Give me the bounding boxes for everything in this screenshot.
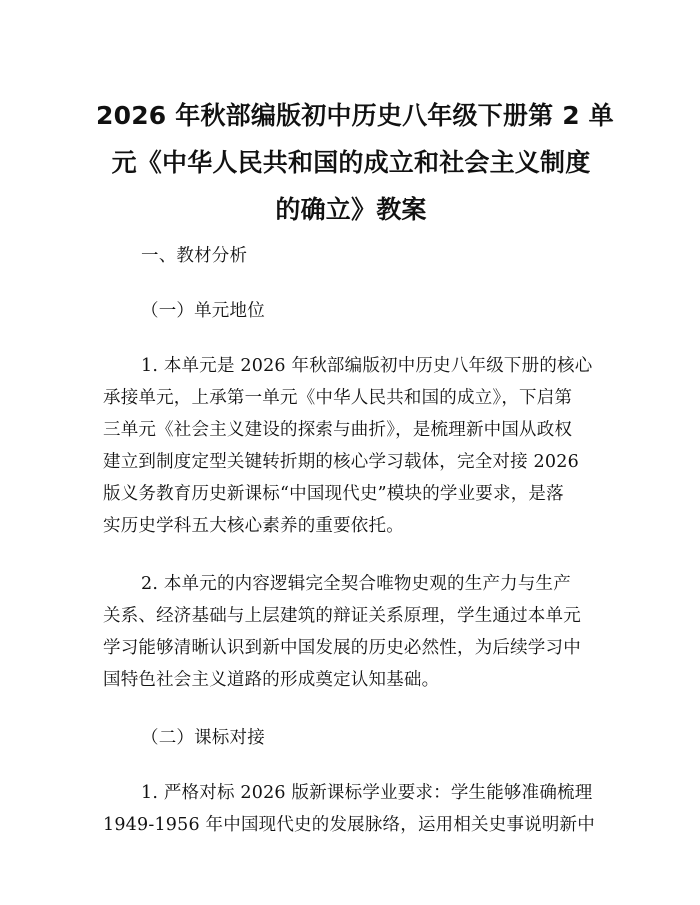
paragraph-line: 2. 本单元的内容逻辑完全契合唯物史观的生产力与生产 — [141, 574, 571, 594]
paragraph-line: 1. 严格对标 2026 版新课标学业要求：学生能够准确梳理 — [141, 783, 593, 803]
spacer — [103, 327, 603, 350]
section-heading-1: 一、教材分析 — [141, 246, 248, 266]
paragraph-2 — [103, 568, 603, 696]
section-heading-2: （一）单元地位 — [141, 301, 265, 321]
spacer — [103, 696, 603, 722]
paragraph-3 — [103, 777, 603, 841]
paragraph-line: 实历史学科五大核心素养的重要依托。 — [103, 516, 404, 536]
document-title — [96, 92, 614, 233]
paragraph-line: 关系、经济基础与上层建筑的辩证关系原理，学生通过本单元 — [103, 606, 581, 626]
paragraph-line: 三单元《社会主义建设的探索与曲折》，是梳理新中国从政权 — [103, 420, 573, 440]
title-line-2: 元《中华人民共和国的成立和社会主义制度 — [111, 148, 591, 177]
title-line-1: 2026 年秋部编版初中历史八年级下册第 2 单 — [96, 101, 614, 130]
paragraph-line: 承接单元，上承第一单元《中华人民共和国的成立》，下启第 — [103, 388, 573, 408]
spacer — [103, 542, 603, 568]
paragraph-1 — [103, 350, 603, 542]
spacer — [103, 754, 603, 777]
title-line-3: 的确立》教案 — [275, 195, 427, 224]
paragraph-line: 建立到制度定型关键转折期的核心学习载体，完全对接 2026 — [103, 452, 579, 472]
paragraph-line: 国特色社会主义道路的形成奠定认知基础。 — [103, 670, 440, 690]
document-body — [103, 240, 603, 841]
paragraph-line: 1. 本单元是 2026 年秋部编版初中历史八年级下册的核心 — [141, 356, 593, 376]
section-heading-3: （二）课标对接 — [141, 728, 265, 748]
paragraph-line: 学习能够清晰认识到新中国发展的历史必然性，为后续学习中 — [103, 638, 581, 658]
paragraph-line: 版义务教育历史新课标“中国现代史”模块的学业要求，是落 — [103, 484, 564, 504]
spacer — [103, 272, 603, 295]
paragraph-line: 1949-1956 年中国现代史的发展脉络，运用相关史事说明新中 — [103, 815, 595, 835]
